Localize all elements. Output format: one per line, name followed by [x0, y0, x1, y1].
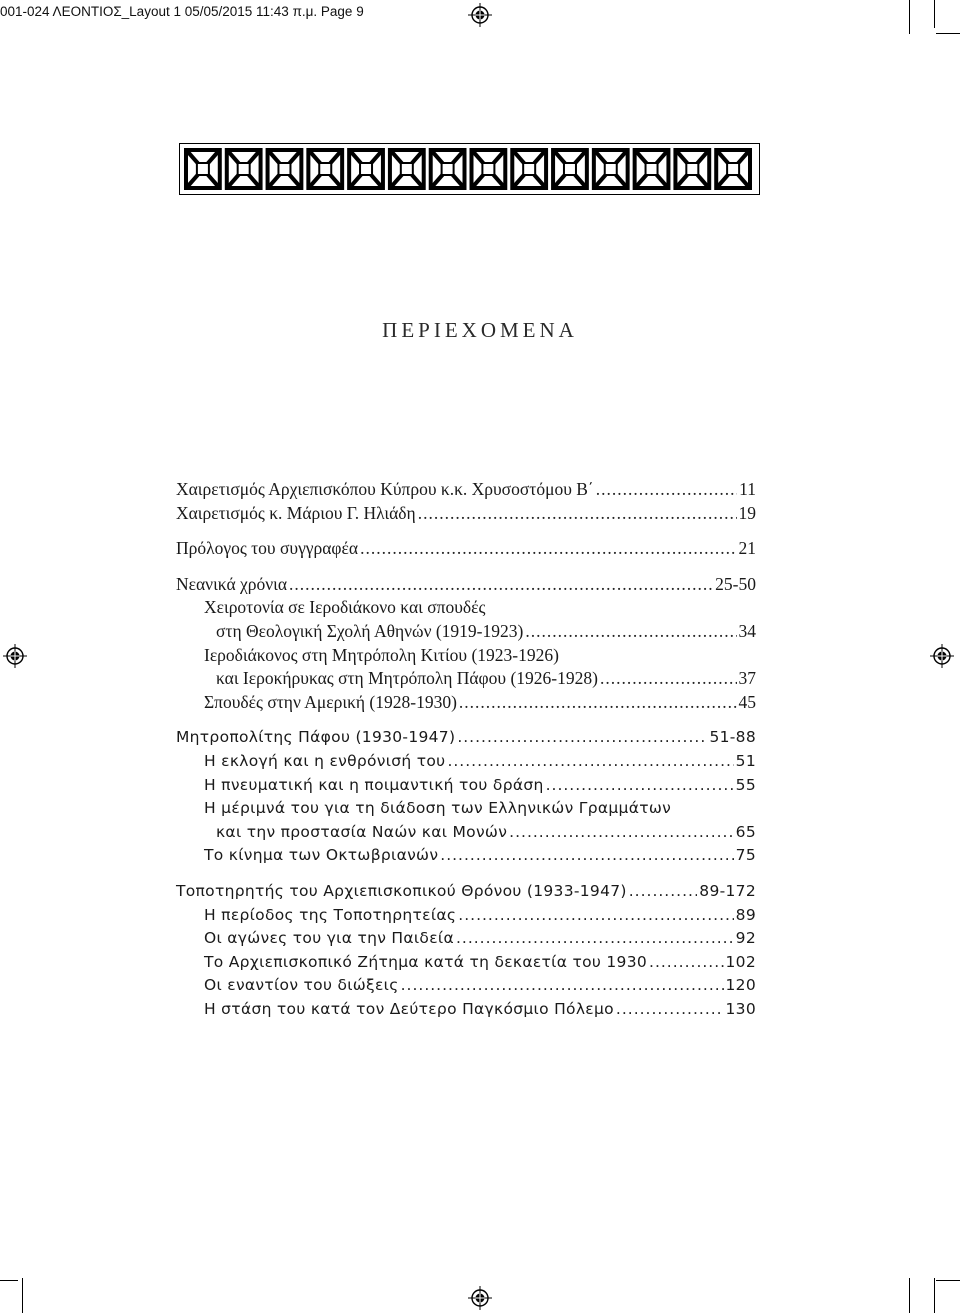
toc-entry-title: Το Αρχιεπισκοπικό Ζήτημα κατά τη δεκαετία του 1930 — [204, 952, 648, 971]
toc-entry-title: Η στάση του κατά τον Δεύτερο Παγκόσμιο Πόλεμο — [204, 999, 614, 1018]
crop-mark-bottom-right-v — [934, 1278, 935, 1313]
registration-mark-left-icon — [3, 644, 27, 668]
ornament-tile — [714, 148, 752, 190]
toc-page-number: 37 — [738, 668, 756, 689]
toc-entry — [176, 927, 756, 951]
toc-page-number: 51 — [735, 751, 756, 770]
table-of-contents — [176, 478, 756, 1021]
toc-entry-title: Η μέριμνά του για τη διάδοση των Ελληνικών Γραμμάτων — [204, 799, 672, 818]
toc-dot-leader — [418, 502, 737, 526]
toc-dot-leader — [596, 478, 737, 502]
toc-page-number: 130 — [725, 999, 756, 1018]
toc-entry — [176, 537, 756, 561]
decorative-ornament-band — [179, 143, 760, 195]
toc-page-number: 89-172 — [699, 881, 756, 900]
toc-dot-leader — [289, 573, 713, 597]
crop-mark-top-right-v — [934, 0, 935, 28]
toc-spacer — [176, 868, 756, 880]
toc-entry-title: Χαιρετισμός κ. Μάριου Γ. Ηλιάδη — [176, 502, 416, 523]
registration-mark-bottom-icon — [468, 1286, 492, 1310]
toc-entry — [176, 667, 756, 691]
toc-entry — [176, 974, 756, 998]
toc-spacer — [176, 561, 756, 573]
toc-page-number: 75 — [735, 846, 756, 865]
toc-entry-title: Πρόλογος του συγγραφέα — [176, 538, 359, 559]
toc-entry-title: Σπουδές στην Αμερική (1928-1930) — [204, 691, 457, 712]
toc-dot-leader — [360, 537, 736, 561]
toc-page-number: 102 — [725, 952, 756, 971]
toc-page-number: 25-50 — [715, 573, 756, 594]
print-slug-line: 001-024 ΛΕΟΝΤΙΟΣ_Layout 1 05/05/2015 11:43 π.μ. Page 9 — [0, 4, 364, 19]
ornament-tile — [306, 148, 344, 190]
toc-entry — [176, 573, 756, 597]
toc-dot-leader — [525, 620, 736, 644]
toc-page-number: 120 — [725, 976, 756, 995]
toc-page-number: 92 — [735, 929, 756, 948]
toc-entry — [176, 880, 756, 904]
toc-entry — [176, 478, 756, 502]
toc-dot-leader — [616, 998, 724, 1022]
toc-dot-leader — [447, 750, 733, 774]
toc-entry-title: Χειροτονία σε Ιεροδιάκονο και σπουδές — [204, 597, 486, 618]
ornament-tile — [470, 148, 508, 190]
toc-dot-leader — [509, 821, 734, 845]
ornament-tile — [510, 148, 548, 190]
toc-entry-title: Χαιρετισμός Αρχιεπισκόπου Κύπρου κ.κ. Χρυσοστόμου Β΄ — [176, 479, 594, 499]
toc-entry-title: Μητροπολίτης Πάφου (1930-1947) — [176, 728, 456, 747]
ornament-tile — [673, 148, 711, 190]
ornament-tile — [388, 148, 426, 190]
toc-dot-leader — [600, 667, 737, 691]
toc-entry — [176, 821, 756, 845]
toc-entry-title: Τοποτηρητής του Αρχιεπισκοπικού Θρόνου (1933-1947) — [176, 881, 627, 900]
ornament-tile — [266, 148, 304, 190]
crop-mark-bottom-left-h — [0, 1280, 18, 1281]
crop-mark-bottom-right-h — [936, 1280, 960, 1281]
registration-mark-top-icon — [468, 3, 492, 27]
toc-dot-leader — [546, 774, 734, 798]
toc-dot-leader — [457, 726, 707, 750]
toc-entry-title: Νεανικά χρόνια — [176, 573, 288, 594]
ornament-tile — [347, 148, 385, 190]
toc-entry — [176, 596, 756, 620]
toc-page-number: 51-88 — [709, 728, 756, 747]
toc-spacer — [176, 714, 756, 726]
toc-dot-leader — [649, 951, 723, 975]
ornament-tile — [225, 148, 263, 190]
toc-page-number: 21 — [738, 538, 756, 559]
toc-entry-title: στη Θεολογική Σχολή Αθηνών (1919-1923) — [216, 620, 524, 641]
toc-dot-leader — [629, 880, 698, 904]
toc-entry — [176, 904, 756, 928]
toc-entry — [176, 620, 756, 644]
toc-entry-title: και την προστασία Ναών και Μονών — [216, 822, 508, 841]
toc-page-number: 65 — [735, 822, 756, 841]
toc-entry — [176, 774, 756, 798]
ornament-tile — [592, 148, 630, 190]
ornament-tile — [184, 148, 222, 190]
crop-mark-bottom-mid — [909, 1278, 910, 1313]
toc-entry-title: Οι αγώνες του για την Παιδεία — [204, 929, 454, 948]
toc-entry — [176, 750, 756, 774]
toc-entry — [176, 844, 756, 868]
toc-entry — [176, 998, 756, 1022]
toc-entry-title: Οι εναντίον του διώξεις — [204, 976, 399, 995]
crop-mark-top-left — [909, 0, 910, 34]
toc-entry — [176, 502, 756, 526]
toc-entry — [176, 726, 756, 750]
toc-entry — [176, 691, 756, 715]
toc-entry — [176, 644, 756, 668]
toc-entry-title: Η πνευματική και η ποιμαντική του δράση — [204, 775, 544, 794]
toc-entry-title: Η εκλογή και η ενθρόνισή του — [204, 751, 446, 770]
toc-page-number: 89 — [735, 905, 756, 924]
toc-page-number: 19 — [738, 502, 756, 523]
toc-entry — [176, 797, 756, 821]
toc-page-number: 34 — [738, 620, 756, 641]
crop-mark-top-right-h — [936, 33, 960, 34]
toc-page-number: 55 — [735, 775, 756, 794]
registration-mark-right-icon — [930, 644, 954, 668]
crop-mark-bottom-left-v — [22, 1278, 23, 1313]
page-title: ΠΕΡΙΕΧΟΜΕΝΑ — [382, 318, 578, 342]
toc-dot-leader — [456, 927, 734, 951]
toc-page-number: 45 — [738, 691, 756, 712]
toc-entry-title: Το κίνημα των Οκτωβριανών — [204, 846, 439, 865]
toc-spacer — [176, 525, 756, 537]
toc-dot-leader — [459, 691, 737, 715]
toc-entry-title: Η περίοδος της Τοποτηρητείας — [204, 905, 457, 924]
toc-entry-title: και Ιεροκήρυκας στη Μητρόπολη Πάφου (1926-1928) — [216, 668, 598, 689]
ornament-tile — [551, 148, 589, 190]
ornament-tile — [633, 148, 671, 190]
toc-page-number: 11 — [739, 479, 756, 499]
toc-entry-title: Ιεροδιάκονος στη Μητρόπολη Κιτίου (1923-1926) — [204, 644, 559, 665]
ornament-tile — [429, 148, 467, 190]
toc-entry — [176, 951, 756, 975]
toc-dot-leader — [440, 844, 733, 868]
toc-dot-leader — [401, 974, 724, 998]
toc-dot-leader — [458, 904, 733, 928]
